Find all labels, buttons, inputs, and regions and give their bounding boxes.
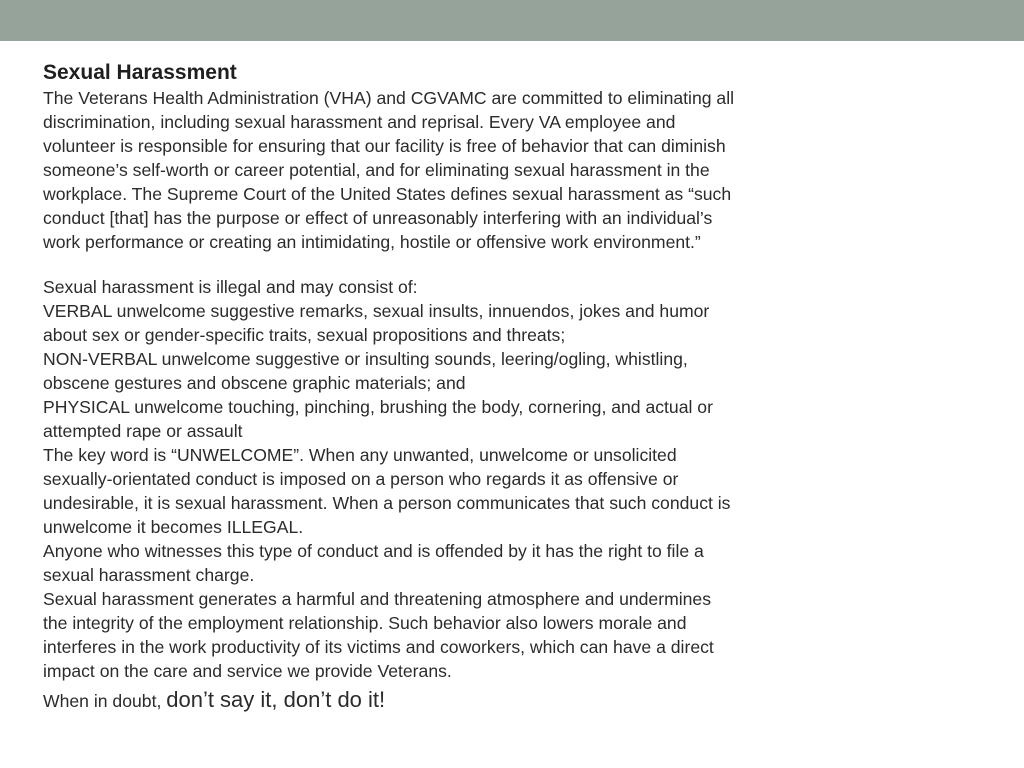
closing-emphasis: don’t say it, don’t do it! — [166, 687, 386, 712]
witness-paragraph: Anyone who witnesses this type of conduct and is offended by it has the right to file a sexual harassment charge. — [43, 541, 704, 585]
slide-title: Sexual Harassment — [43, 61, 237, 84]
consist-of-line: Sexual harassment is illegal and may consist of: — [43, 277, 418, 297]
non-verbal-paragraph: NON-VERBAL unwelcome suggestive or insulting sounds, leering/ogling, whistling, obscene gestures and obscene graphic materials; and — [43, 349, 688, 393]
verbal-paragraph: VERBAL unwelcome suggestive remarks, sexual insults, innuendos, jokes and humor about sex or gender-specific traits, sexual propositions and threats; — [43, 301, 710, 345]
closing-prefix: When in doubt, — [43, 691, 167, 711]
physical-paragraph: PHYSICAL unwelcome touching, pinching, brushing the body, cornering, and actual or attempted rape or assault — [43, 397, 713, 441]
closing-line — [43, 686, 843, 715]
header-bar — [0, 0, 1024, 41]
impact-paragraph: Sexual harassment generates a harmful and threatening atmosphere and undermines the integrity of the employment relationship. Such behavior also lowers morale and interferes in the work productivity of its victims and coworkers, which can have a direct impact on the care and service we provide Veterans. — [43, 589, 714, 681]
slide-content — [43, 59, 843, 715]
intro-paragraph: The Veterans Health Administration (VHA) and CGVAMC are committed to eliminating all discrimination, including sexual harassment and reprisal. Every VA employee and volunteer is responsible for ensuring that our facility is free of behavior that can diminish someone’s self-worth or career potential, and for eliminating sexual harassment in the workplace. The Supreme Court of the United States defines sexual harassment as “such conduct [that] has the purpose or effect of unreasonably interfering with an individual’s work performance or creating an intimidating, hostile or offensive work environment.” — [43, 88, 735, 252]
paragraph-gap — [43, 254, 843, 275]
key-word-paragraph: The key word is “UNWELCOME”. When any unwanted, unwelcome or unsolicited sexually-orientated conduct is imposed on a person who regards it as offensive or undesirable, it is sexual harassment. When a person communicates that such conduct is unwelcome it becomes ILLEGAL. — [43, 445, 731, 537]
